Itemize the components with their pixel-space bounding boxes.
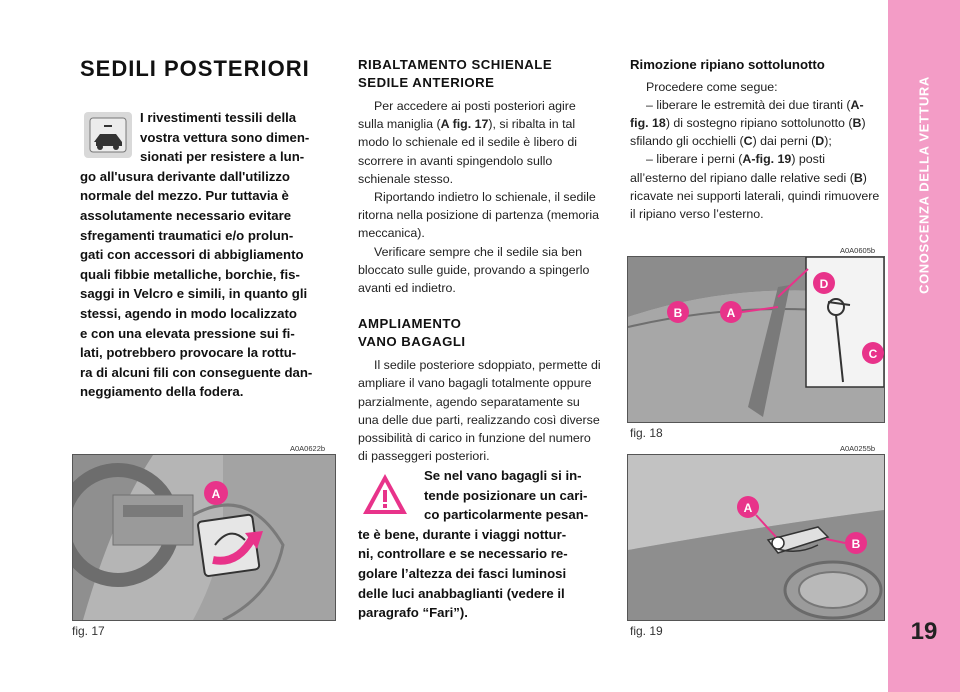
fig18-label-a: A — [726, 306, 736, 320]
paragraph-luggage: Il sedile posteriore sdoppiato, permette di ampliare il vano bagagli totalmente oppure parzialmente, agendo separatamente su una delle due parti, realizzando così diverse possibilità di carico in funzione del numero di passeggeri posteriori. — [358, 358, 601, 464]
fig17-caption: fig. 17 — [72, 624, 105, 638]
fig18-code: A0A0605b — [840, 246, 876, 255]
heading-seat-fold: RIBALTAMENTO SCHIENALE SEDILE ANTERIORE — [358, 57, 553, 90]
middle-column — [358, 56, 602, 465]
fig18-caption: fig. 18 — [630, 426, 663, 440]
section-title-text: CONOSCENZA DELLA VETTURA — [916, 76, 932, 294]
fig17-code: A0A0622b — [290, 444, 326, 453]
heading-luggage: AMPLIAMENTO VANO BAGAGLI — [358, 316, 466, 349]
paragraph-procedure: Procedere come segue: — [646, 79, 778, 94]
section-sidebar — [888, 0, 960, 692]
page-title: SEDILI POSTERIORI — [80, 56, 310, 81]
fig18-label-d: D — [819, 277, 829, 291]
heading-shelf-removal: Rimozione ripiano sottolunotto — [630, 57, 825, 72]
fig18-label-c: C — [868, 347, 878, 361]
fig17-image — [72, 454, 336, 621]
paragraph-seat-fold: Per accedere ai posti posteriori agire sulla maniglia (A fig. 17), si ribalta in tal modo lo schienale ed il sedile è libero di scorrere in avanti spingendolo sullo schienale stesso. — [358, 99, 578, 186]
fig19-label-a: A — [743, 501, 753, 515]
fig18-label-b: B — [673, 306, 683, 320]
paragraph-seat-check: Verificare sempre che il sedile sia ben bloccato sulle guide, provando a spingerlo avanti ed indietro. — [358, 244, 590, 296]
fig19-caption: fig. 19 — [630, 624, 663, 638]
page-number: 19 — [910, 618, 938, 645]
seat-fabric-warning: I rivestimenti tessili della vostra vettura sono dimen- sionati per resistere a lun- go all'usura derivante dall'utilizzo normale del mezzo. Pur tuttavia è assolutamente necessario evitare sfregamenti traumatici e/o prolun- gati con accessori di abbigliamento quali fibbie metalliche, borchie, fis- saggi in Velcro e simili, in quanto gli stessi, agendo in modo localizzato e con una elevata pressione sui fi- lati, potrebbero provocare la rottu- ra di alcuni fili con conseguente dan- neggiamento della fodera. — [80, 110, 313, 400]
paragraph-release-ties: – liberare le estremità dei due tiranti (A-fig. 18) di sostegno ripiano sottolunotto (B) sfilando gli occhielli (C) dai perni (D); — [630, 97, 866, 149]
luggage-warning: Se nel vano bagagli si in- tende posizionare un cari- co particolarmente pesan- te è bene, durante i viaggi nottur- ni, controllare e se necessario re- golare l’altezza dei fasci luminosi delle luci anabbaglianti (vedere il paragrafo “Fari”). — [358, 468, 589, 621]
fig17-label-a: A — [211, 487, 221, 501]
fig19-code: A0A0255b — [840, 444, 876, 453]
fig18-image — [627, 256, 885, 423]
paragraph-release-pins: – liberare i perni (A-fig. 19) posti all’esterno del ripiano dalle relative sedi (B) ricavate nei supporti laterali, quindi rimuovere il ripiano verso l’esterno. — [630, 152, 880, 221]
right-column — [630, 56, 880, 223]
section-title — [888, 50, 960, 320]
fig19-image — [627, 454, 885, 621]
paragraph-seat-return: Riportando indietro lo schienale, il sedile ritorna nella posizione di partenza (memoria meccanica). — [358, 190, 600, 241]
fig19-label-b: B — [851, 537, 861, 551]
